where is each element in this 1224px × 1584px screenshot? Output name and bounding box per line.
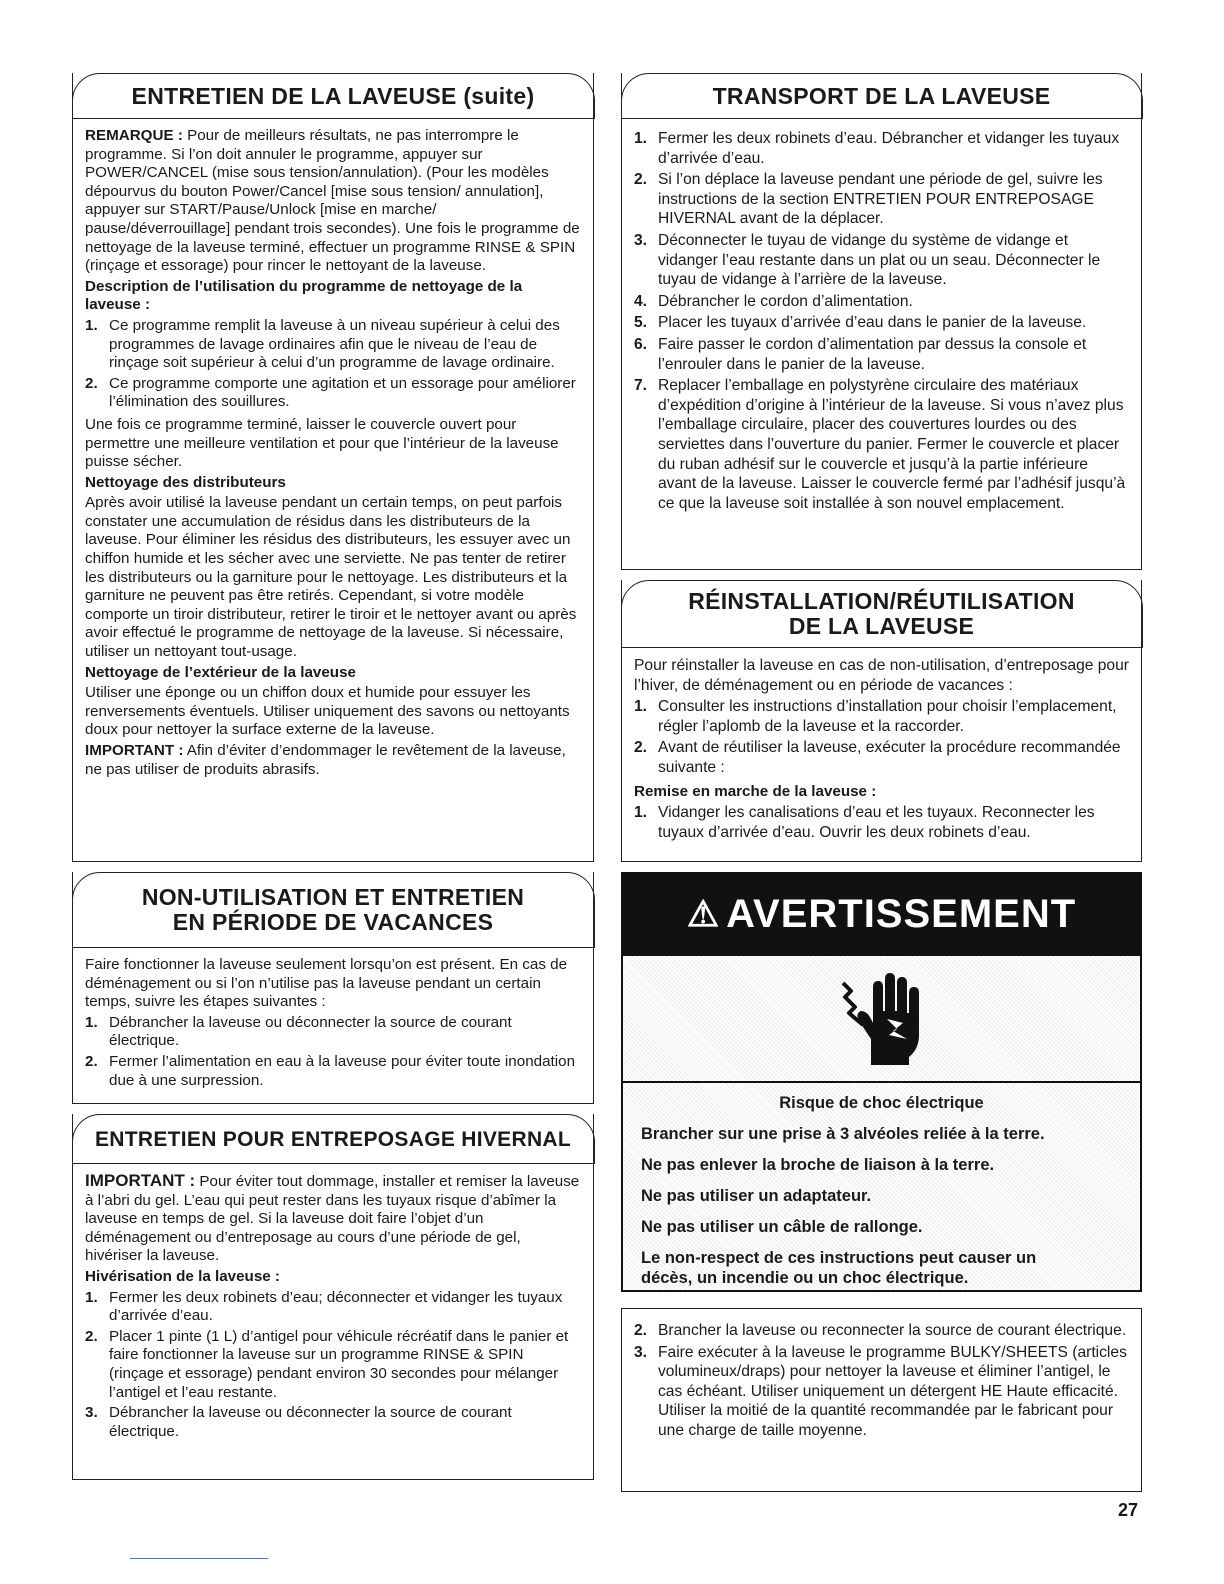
non-utilisation-steps [85, 1014, 581, 1090]
list-item [634, 231, 1129, 290]
list-item [85, 317, 581, 373]
step-number: 6. [634, 335, 648, 353]
reinstallation-title [621, 580, 1143, 648]
intro-text: Pour réinstaller la laveuse en cas de non-utilisation, d’entreposage pour l’hiver, de déménagement ou en période de vacances : [634, 657, 1129, 694]
title-line: NON-UTILISATION ET ENTRETIEN [141, 884, 525, 910]
step-text: Placer les tuyaux d’arrivée d’eau dans le panier de la laveuse. [658, 314, 1087, 332]
step-text: Avant de réutiliser la laveuse, exécuter la procédure recommandée suivante : [658, 739, 1121, 776]
warning-header-text: AVERTISSEMENT [726, 891, 1077, 936]
warning-line: Risque de choc électrique [779, 1094, 984, 1112]
hivernal-steps [85, 1289, 581, 1442]
transport-section [621, 73, 1142, 570]
step-number: 2. [85, 1327, 98, 1345]
warning-icon-area [623, 956, 1140, 1083]
list-item [85, 1289, 581, 1326]
hivernal-sub-heading: Hivérisation de la laveuse : [85, 1267, 280, 1285]
remise-heading: Remise en marche de la laveuse : [634, 782, 877, 800]
list-item [634, 335, 1129, 374]
step-text: Débrancher la laveuse ou déconnecter la source de courant électrique. [109, 1013, 512, 1050]
transport-steps [634, 129, 1129, 513]
important-paragraph [85, 742, 581, 779]
step-text: Fermer les deux robinets d’eau. Débrancher et vidanger les tuyaux d’arrivée d’eau. [658, 130, 1120, 167]
warning-line: Ne pas enlever la broche de liaison à la terre. [641, 1156, 995, 1174]
step-number: 1. [85, 1013, 98, 1031]
entretien-suite-section [72, 73, 594, 862]
warning-line: Le non-respect de ces instructions peut causer un décès, un incendie ou un choc électrique. [641, 1249, 1037, 1287]
electrical-shock-hand-icon [837, 969, 927, 1069]
ext-text: Utiliser une éponge ou un chiffon doux et humide pour essuyer les renversements éventuels. Utiliser uniquement des savons ou nettoyants doux pour nettoyer la surface externe de la laveuse. [85, 684, 570, 739]
list-item [85, 375, 581, 412]
step-text: Replacer l’emballage en polystyrène circulaire des matériaux d’expédition d’origine à l’intérieur de la laveuse. Si vous n’avez plus l’emballage circulaire, placer des couvertures lourdes ou des serviettes dans l’ouverture du panier. Fermer le couvercle et placer du ruban adhésif sur le couvercle et jusqu’à la partie inférieure avant de la laveuse. Laisser le couvercle fermé par l’adhésif jusqu’à ce que la laveuse soit installée à son nouvel emplacement. [658, 377, 1126, 512]
step-number: 3. [634, 231, 648, 249]
list-item [634, 697, 1129, 736]
remarque-paragraph [85, 127, 581, 276]
step-number: 1. [85, 1288, 98, 1306]
list-item [85, 1328, 581, 1402]
list-item [85, 1053, 581, 1090]
step-text: Déconnecter le tuyau de vidange du système de vidange et vidanger l’eau restante dans un plat ou un seau. Déconnecter le tuyau de vidange à l’arrière de la laveuse. [658, 231, 1101, 289]
step-number: 2. [85, 374, 98, 392]
step-text: Ce programme comporte une agitation et un essorage pour améliorer l’élimination des souillures. [109, 374, 576, 411]
distrib-heading: Nettoyage des distributeurs [85, 473, 286, 491]
list-item [634, 292, 1129, 312]
warning-triangle-icon: ⚠ [686, 893, 721, 934]
intro-text: Faire fonctionner la laveuse seulement lorsqu’on est présent. En cas de déménagement ou si l’on n’utilise pas la laveuse pendant un certain temps, suivre les étapes suivantes : [85, 956, 568, 1011]
desc-heading: Description de l’utilisation du programme de nettoyage de la laveuse : [85, 277, 523, 314]
step-text: Vidanger les canalisations d’eau et les tuyaux. Reconnecter les tuyaux d’arrivée d’eau. Ouvrir les deux robinets d’eau. [658, 804, 1095, 841]
remise-suite-section [621, 1308, 1142, 1492]
title-line: DE LA LAVEUSE [788, 613, 975, 639]
title-line: RÉINSTALLATION/RÉUTILISATION [688, 588, 1075, 614]
step-text: Fermer les deux robinets d’eau; déconnecter et vidanger les tuyaux d’arrivée d’eau. [109, 1288, 563, 1325]
warning-line: Brancher sur une prise à 3 alvéoles reliée à la terre. [641, 1125, 1045, 1143]
reinstallation-content [622, 648, 1141, 852]
reinstallation-steps [634, 697, 1129, 777]
warning-header [623, 874, 1140, 956]
entretien-suite-content [73, 119, 593, 787]
ext-heading: Nettoyage de l’extérieur de la laveuse [85, 663, 356, 681]
step-number: 2. [85, 1052, 98, 1070]
list-item [85, 1404, 581, 1441]
step-text: Fermer l’alimentation en eau à la laveuse pour éviter toute inondation due à une surpression. [109, 1052, 576, 1089]
hivernal-section [72, 1114, 594, 1480]
list-item [634, 313, 1129, 333]
page-number: 27 [1118, 1500, 1139, 1520]
footer-link-line [130, 1558, 268, 1559]
hivernal-content [73, 1164, 593, 1451]
step-number: 3. [85, 1404, 98, 1422]
step-text: Consulter les instructions d’installation pour choisir l’emplacement, régler l’aplomb de la laveuse et la raccorder. [658, 698, 1117, 735]
title-line: EN PÉRIODE DE VACANCES [172, 909, 494, 935]
step-number: 1. [634, 804, 648, 822]
step-number: 4. [634, 292, 648, 310]
step-text: Placer 1 pinte (1 L) d’antigel pour véhicule récréatif dans le panier et faire fonctionner la laveuse sur un programme RINSE & SPIN (rinçage et essorage) pendant environ 30 secondes pour mélanger l’antigel et l’eau restante. [109, 1327, 569, 1401]
step-text: Faire passer le cordon d’alimentation par dessus la console et l’enrouler dans le panier de la laveuse. [658, 335, 1087, 373]
reinstallation-section [621, 580, 1142, 862]
transport-content [622, 119, 1141, 523]
transport-title: TRANSPORT DE LA LAVEUSE [621, 73, 1143, 119]
step-number: 1. [85, 316, 98, 334]
step-number: 3. [634, 1343, 648, 1361]
list-item [634, 1343, 1129, 1441]
list-item [634, 129, 1129, 168]
list-item [634, 170, 1129, 229]
remise-steps [634, 803, 1129, 842]
warning-text [623, 1083, 1140, 1288]
non-utilisation-section [72, 872, 594, 1104]
step-text: Si l’on déplace la laveuse pendant une période de gel, suivre les instructions de la section ENTRETIEN POUR ENTREPOSAGE HIVERNAL avant de la déplacer. [658, 171, 1103, 228]
warning-line: Ne pas utiliser un câble de rallonge. [641, 1218, 923, 1236]
distrib-text: Après avoir utilisé la laveuse pendant un certain temps, on peut parfois constater une accumulation de résidus dans les distributeurs de la laveuse. Pour éliminer les résidus des distributeurs, les essuyer avec un chiffon humide et les sécher avec une serviette. Ne pas tenter de retirer les distributeurs ou la garniture pour le nettoyage. Les distributeurs et la garniture ne peuvent pas être retirés. Cependant, si votre modèle comporte un tiroir distributeur, retirer le tiroir et le nettoyer avant ou après avoir effectué le programme de nettoyage de la laveuse. Si nécessaire, utiliser un nettoyant tout-usage. [85, 494, 577, 661]
step-number: 1. [634, 130, 648, 147]
step-number: 2. [634, 171, 648, 189]
entretien-suite-title: ENTRETIEN DE LA LAVEUSE (suite) [72, 73, 595, 119]
list-item [634, 376, 1129, 513]
list-item [634, 1321, 1129, 1341]
list-item [85, 1014, 581, 1051]
list-item [634, 738, 1129, 777]
step-text: Débrancher le cordon d’alimentation. [658, 292, 913, 310]
remise-suite-content [622, 1309, 1141, 1451]
warning-line: Ne pas utiliser un adaptateur. [641, 1187, 872, 1205]
step-text: Faire exécuter à la laveuse le programme BULKY/SHEETS (articles volumineux/draps) pour nettoyer la laveuse et éliminer l’antigel, le cas échéant. Utiliser uniquement un détergent HE Haute efficacité. Utiliser la moitié de la quantité recommandée par le fabricant pour une charge de taille moyenne. [658, 1343, 1127, 1439]
important-label: IMPORTANT : [85, 742, 184, 759]
warning-box [621, 872, 1142, 1292]
after-text: Une fois ce programme terminé, laisser le couvercle ouvert pour permettre une meilleure ventilation et pour que l’intérieur de la laveuse puisse sécher. [85, 415, 559, 471]
remise-suite-steps [634, 1321, 1129, 1441]
step-number: 1. [634, 698, 648, 716]
desc-steps [85, 317, 581, 412]
hivernal-important [85, 1172, 581, 1266]
remarque-text: Pour de meilleurs résultats, ne pas interrompre le programme. Si l’on doit annuler le programme, appuyer sur POWER/CANCEL (mise sous tension/annulation). (Pour les modèles dépourvus du bouton Power/Cancel [mise sous tension/ annulation], appuyer sur START/Pause/Unlock [mise en marche/ pause/déverrouillage] pendant trois secondes). Une fois le programme de nettoyage de la laveuse terminé, effectuer un programme RINSE & SPIN (rinçage et essorage) pour rincer le nettoyant de la laveuse. [85, 127, 580, 275]
hivernal-title: ENTRETIEN POUR ENTREPOSAGE HIVERNAL [72, 1114, 595, 1164]
step-text: Ce programme remplit la laveuse à un niveau supérieur à celui des programmes de lavage ordinaires afin que le niveau de l’eau de rinçage soit supérieur à celui d’un programme de lavage ordinaire. [109, 316, 560, 372]
important-text: Pour éviter tout dommage, installer et remiser la laveuse à l’abri du gel. L’eau qui peut rester dans les tuyaux risque d’abîmer la laveuse en temps de gel. Si la laveuse doit faire l’objet d’un déménagement ou d’entreposage au cours d’une période de gel, hivériser la laveuse. [85, 1173, 580, 1265]
non-utilisation-content [73, 948, 593, 1100]
important-text: Afin d’éviter d’endommager le revêtement de la laveuse, ne pas utiliser de produits abrasifs. [85, 742, 566, 778]
important-label: IMPORTANT : [85, 1171, 196, 1190]
step-number: 2. [634, 739, 648, 757]
remarque-label: REMARQUE : [85, 127, 183, 144]
step-number: 2. [634, 1322, 648, 1339]
non-utilisation-title [72, 872, 595, 948]
step-text: Débrancher la laveuse ou déconnecter la source de courant électrique. [109, 1404, 512, 1440]
list-item [634, 803, 1129, 842]
step-number: 7. [634, 377, 648, 395]
step-number: 5. [634, 314, 648, 332]
step-text: Brancher la laveuse ou reconnecter la source de courant électrique. [658, 1322, 1127, 1339]
